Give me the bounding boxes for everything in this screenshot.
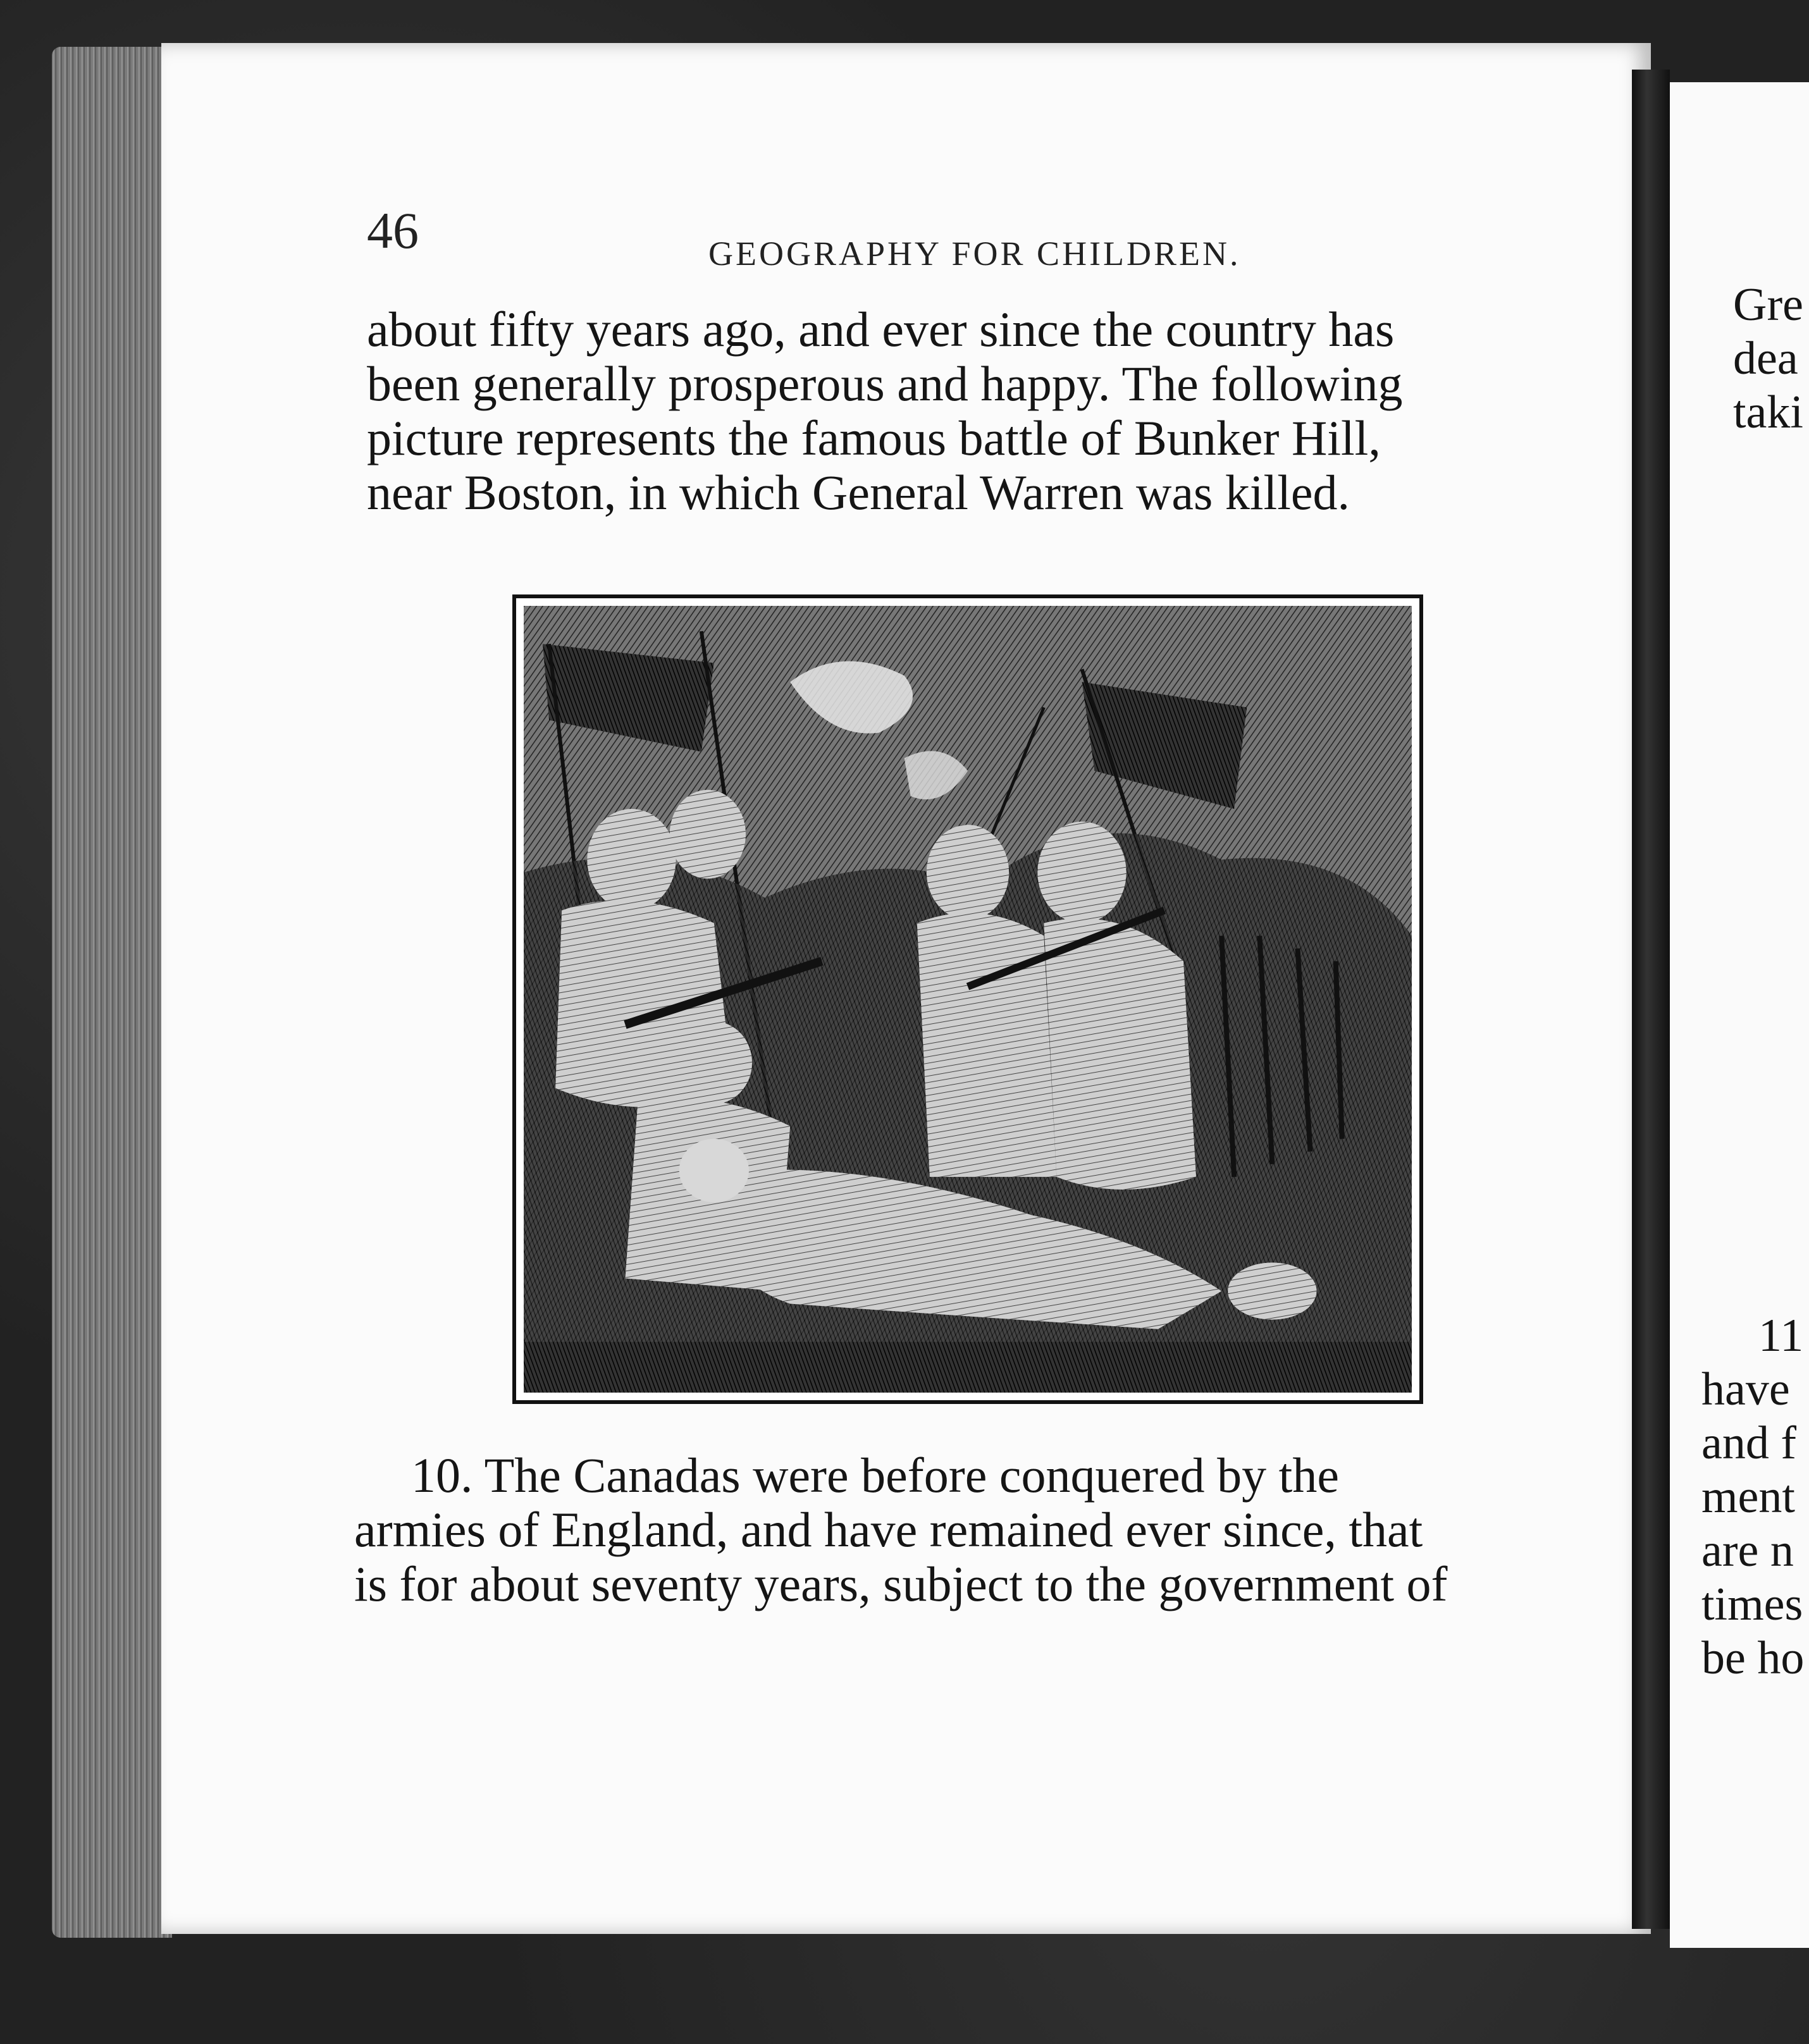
- section-10-paragraph: [354, 1448, 1594, 1611]
- battle-engraving: [512, 594, 1423, 1404]
- text-line: picture represents the famous battle of Bunker Hill,: [367, 410, 1381, 465]
- page-number: 46: [367, 202, 419, 259]
- battle-engraving-illustration: [524, 606, 1412, 1393]
- right-page-text-line: dea: [1733, 333, 1798, 385]
- right-page-text-line: and f: [1701, 1417, 1796, 1469]
- text-line: about fifty years ago, and ever since the country has: [367, 302, 1395, 357]
- text-line: near Boston, in which General Warren was killed.: [367, 465, 1350, 520]
- running-head: GEOGRAPHY FOR CHILDREN.: [708, 235, 1241, 273]
- right-page-text-line: have: [1701, 1364, 1790, 1415]
- text-line: 10. The Canadas were before conquered by the: [411, 1448, 1339, 1503]
- book-gutter: [1632, 70, 1670, 1929]
- right-page-text-line: Gre: [1733, 279, 1803, 331]
- text-line: is for about seventy years, subject to the government of: [354, 1556, 1448, 1611]
- text-line: been generally prosperous and happy. The following: [367, 356, 1403, 411]
- right-page-text-line: are n: [1701, 1525, 1794, 1577]
- text-line: armies of England, and have remained ever since, that: [354, 1502, 1423, 1557]
- book-page-edges: [52, 47, 172, 1938]
- right-page-text-line: ment: [1701, 1471, 1795, 1523]
- right-page-text-line: times: [1701, 1579, 1803, 1630]
- top-paragraph: [367, 302, 1607, 520]
- right-page-text-line: taki: [1733, 386, 1803, 438]
- right-page-text-line: be ho: [1701, 1632, 1805, 1684]
- right-page-section-number: 11: [1758, 1310, 1804, 1362]
